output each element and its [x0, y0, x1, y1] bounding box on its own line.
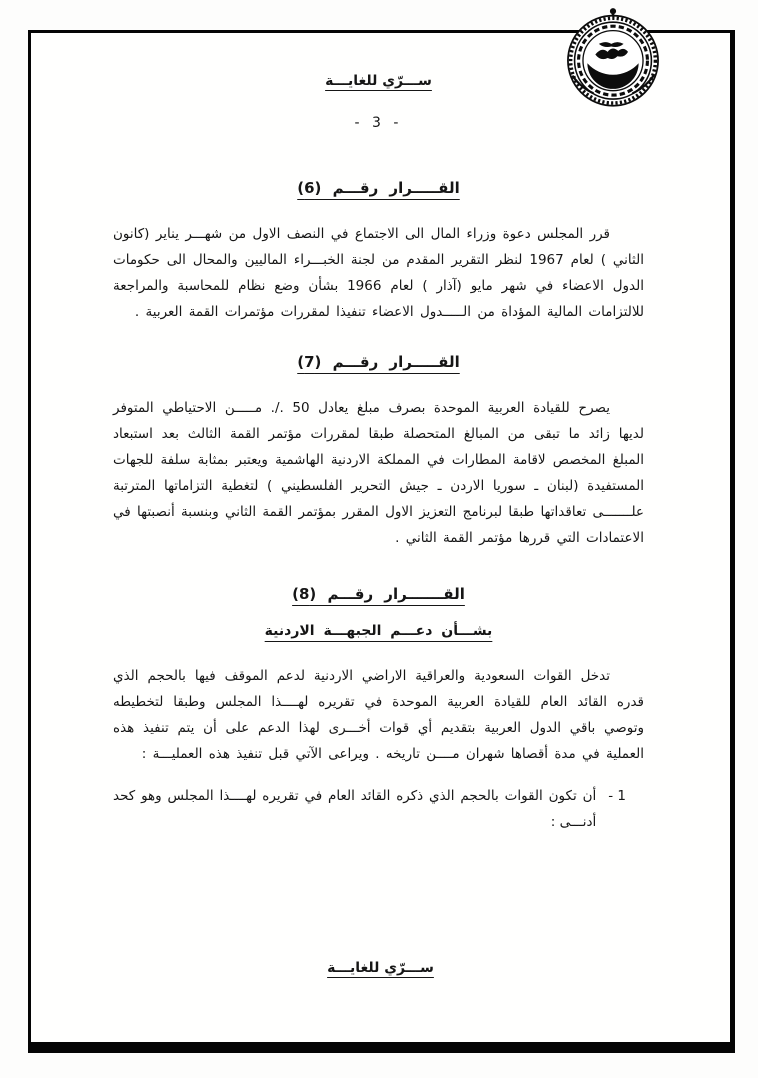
classification-bottom: ســـرّي للغايـــة — [327, 960, 434, 976]
resolution-8-subtitle: بشـــأن دعـــم الجبهـــة الاردنية — [264, 623, 493, 639]
list-item-number: 1 - — [608, 788, 626, 804]
resolution-8-title: القـــــــرار رقـــم (8) — [292, 585, 465, 603]
classification-top: ســـرّي للغايـــة — [325, 73, 432, 89]
page-border-frame — [28, 30, 735, 1053]
arab-league-emblem-graphic — [560, 5, 666, 111]
resolution-8-body: تدخل القوات السعودية والعراقية الاراضي الاردنية لدعم الموقف فيها بالحجم الذي قدره القائد العام للقيادة العربية الموحدة في تقريره لهــــذا المجلس وطبقا لتخطيطه وتوصي باقي الدول العربية بتقديم أي قوات أخـــرى لهذا الدعم على أن يتم تنفيذ هذه العملية في مدة أقصاها شهران مــــن تاريخه . ويراعى الآتي قبل تنفيذ هذه العمليـــة : — [113, 668, 644, 762]
resolution-6-title: القـــــرار رقـــم (6) — [297, 179, 460, 197]
resolution-8-section — [113, 585, 644, 835]
arab-league-emblem — [560, 5, 666, 111]
resolution-6-section — [113, 179, 644, 325]
resolution-7-section — [113, 353, 644, 551]
list-item-text: أن تكون القوات بالحجم الذي ذكره القائد العام في تقريره لهــــذا المجلس وهو كحد أدنـــى : — [113, 788, 597, 830]
resolution-7-title: القـــــرار رقـــم (7) — [297, 353, 460, 371]
resolution-7-body: يصرح للقيادة العربية الموحدة بصرف مبلغ يعادل 50 ./. مـــــن الاحتياطي المتوفر لديها زائد ما تبقى من المبالغ المتحصلة طبقا لمقررات مؤتمر القمة الثالث بعد استبعاد المبلغ المخصص لاقامة المطارات في المملكة الاردنية الهاشمية ويعتبر بمثابة سلفة للجهات المستفيدة (لبنان ـ سوريا الاردن ـ جيش التحرير الفلسطيني ) لتغطية التزاماتها المترتبة علـــــــى تعاقداتها طبقا لبرنامج التعزيز الاول المقرر بمؤتمر القمة الثاني وبنسبة أنصبتها في الاعتمادات التي قررها مؤتمر القمة الثاني . — [113, 400, 644, 546]
resolution-6-body: قرر المجلس دعوة وزراء المال الى الاجتماع في النصف الاول من شهـــر يناير (كانون الثاني ) لعام 1967 لنظر التقرير المقدم من لجنة الخبـــراء الماليين والمحال الى حكومات الدول الاعضاء في شهر مايو (آذار ) لعام 1966 بشأن وضع نظام للمحاسبة والمراجعة للالتزامات المالية المؤداة من الـــــدول الاعضاء تنفيذا لمقررات مؤتمرات القمة العربية . — [113, 226, 644, 320]
resolution-8-item-1 — [113, 783, 644, 835]
page-number: - 3 - — [354, 115, 403, 131]
